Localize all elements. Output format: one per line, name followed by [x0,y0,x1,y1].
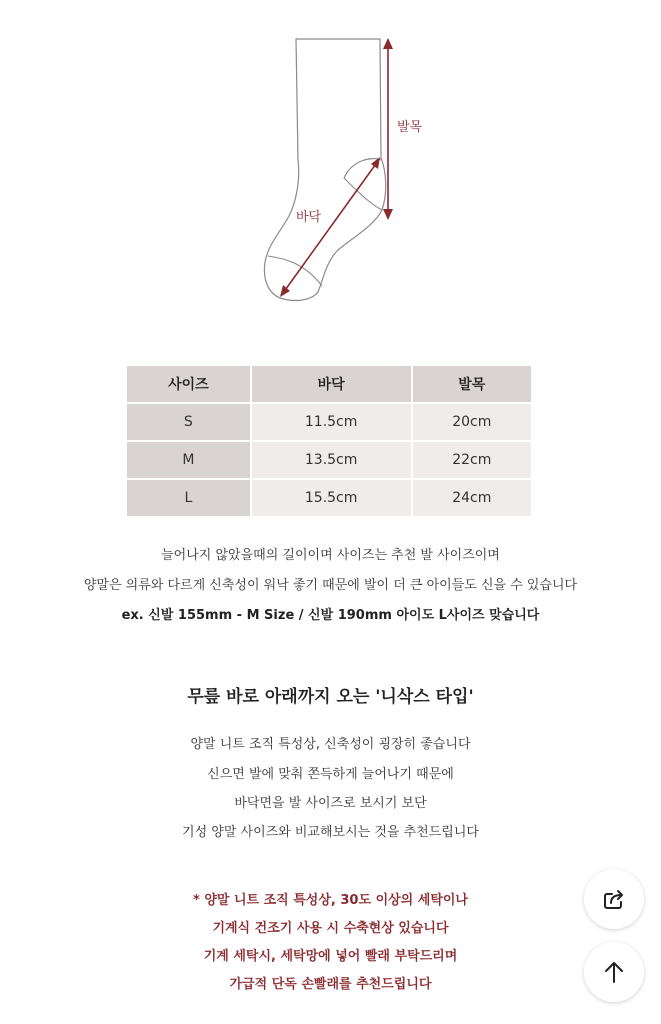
share-button[interactable] [584,869,644,929]
ankle-cell: 24cm [413,480,531,516]
size-note-line: 양말은 의류와 다르게 신축성이 워낙 좋기 때문에 발이 더 큰 아이들도 신을 수 있습니다 [83,578,578,593]
share-icon [600,885,628,913]
sole-cell: 13.5cm [252,442,411,478]
washing-warning-line: 기계 세탁시, 세탁망에 넣어 빨래 부탁드리며 [203,949,458,964]
header-sole: 바닥 [252,366,411,402]
sock-outline [264,39,385,300]
section-heading: 무릎 바로 아래까지 오는 '니삭스 타입' [187,687,474,707]
ankle-cell: 22cm [413,442,531,478]
washing-warning-line: 기계식 건조기 사용 시 수축현상 있습니다 [212,921,449,936]
description-line: 양말 니트 조직 특성상, 신축성이 굉장히 좋습니다 [190,737,471,752]
sock-illustration [0,0,661,330]
arrow-up-icon [600,958,628,986]
ankle-arrow-head-top [383,38,393,49]
size-table [125,364,533,518]
size-note-line: 늘어나지 않았을때의 길이이며 사이즈는 추천 발 사이즈이며 [161,548,500,563]
header-ankle: 발목 [413,366,531,402]
ankle-arrow-head-bottom [383,209,393,220]
size-cell: M [127,442,250,478]
table-row [127,404,531,440]
header-size: 사이즈 [127,366,250,402]
sole-cell: 11.5cm [252,404,411,440]
washing-warning-line: * 양말 니트 조직 특성상, 30도 이상의 세탁이나 [193,893,468,908]
ankle-cell: 20cm [413,404,531,440]
table-row [127,480,531,516]
sole-cell: 15.5cm [252,480,411,516]
size-cell: L [127,480,250,516]
description-line: 바닥면을 발 사이즈로 보시기 보단 [234,796,427,811]
sole-label: 바닥 [296,210,322,225]
description-line: 신으면 발에 맞춰 쫀득하게 늘어나기 때문에 [207,767,454,782]
size-cell: S [127,404,250,440]
description-line: 기성 양말 사이즈와 비교해보시는 것을 추천드립니다 [182,825,479,840]
washing-warning-line: 가급적 단독 손빨래를 추천드립니다 [229,977,432,992]
scroll-top-button[interactable] [584,942,644,1002]
table-row [127,442,531,478]
size-example-note: ex. 신발 155mm - M Size / 신발 190mm 아이도 L사이즈 맞습니다 [121,608,540,623]
table-header-row [127,366,531,402]
ankle-label: 발목 [397,120,423,135]
sock-size-diagram [0,0,661,330]
